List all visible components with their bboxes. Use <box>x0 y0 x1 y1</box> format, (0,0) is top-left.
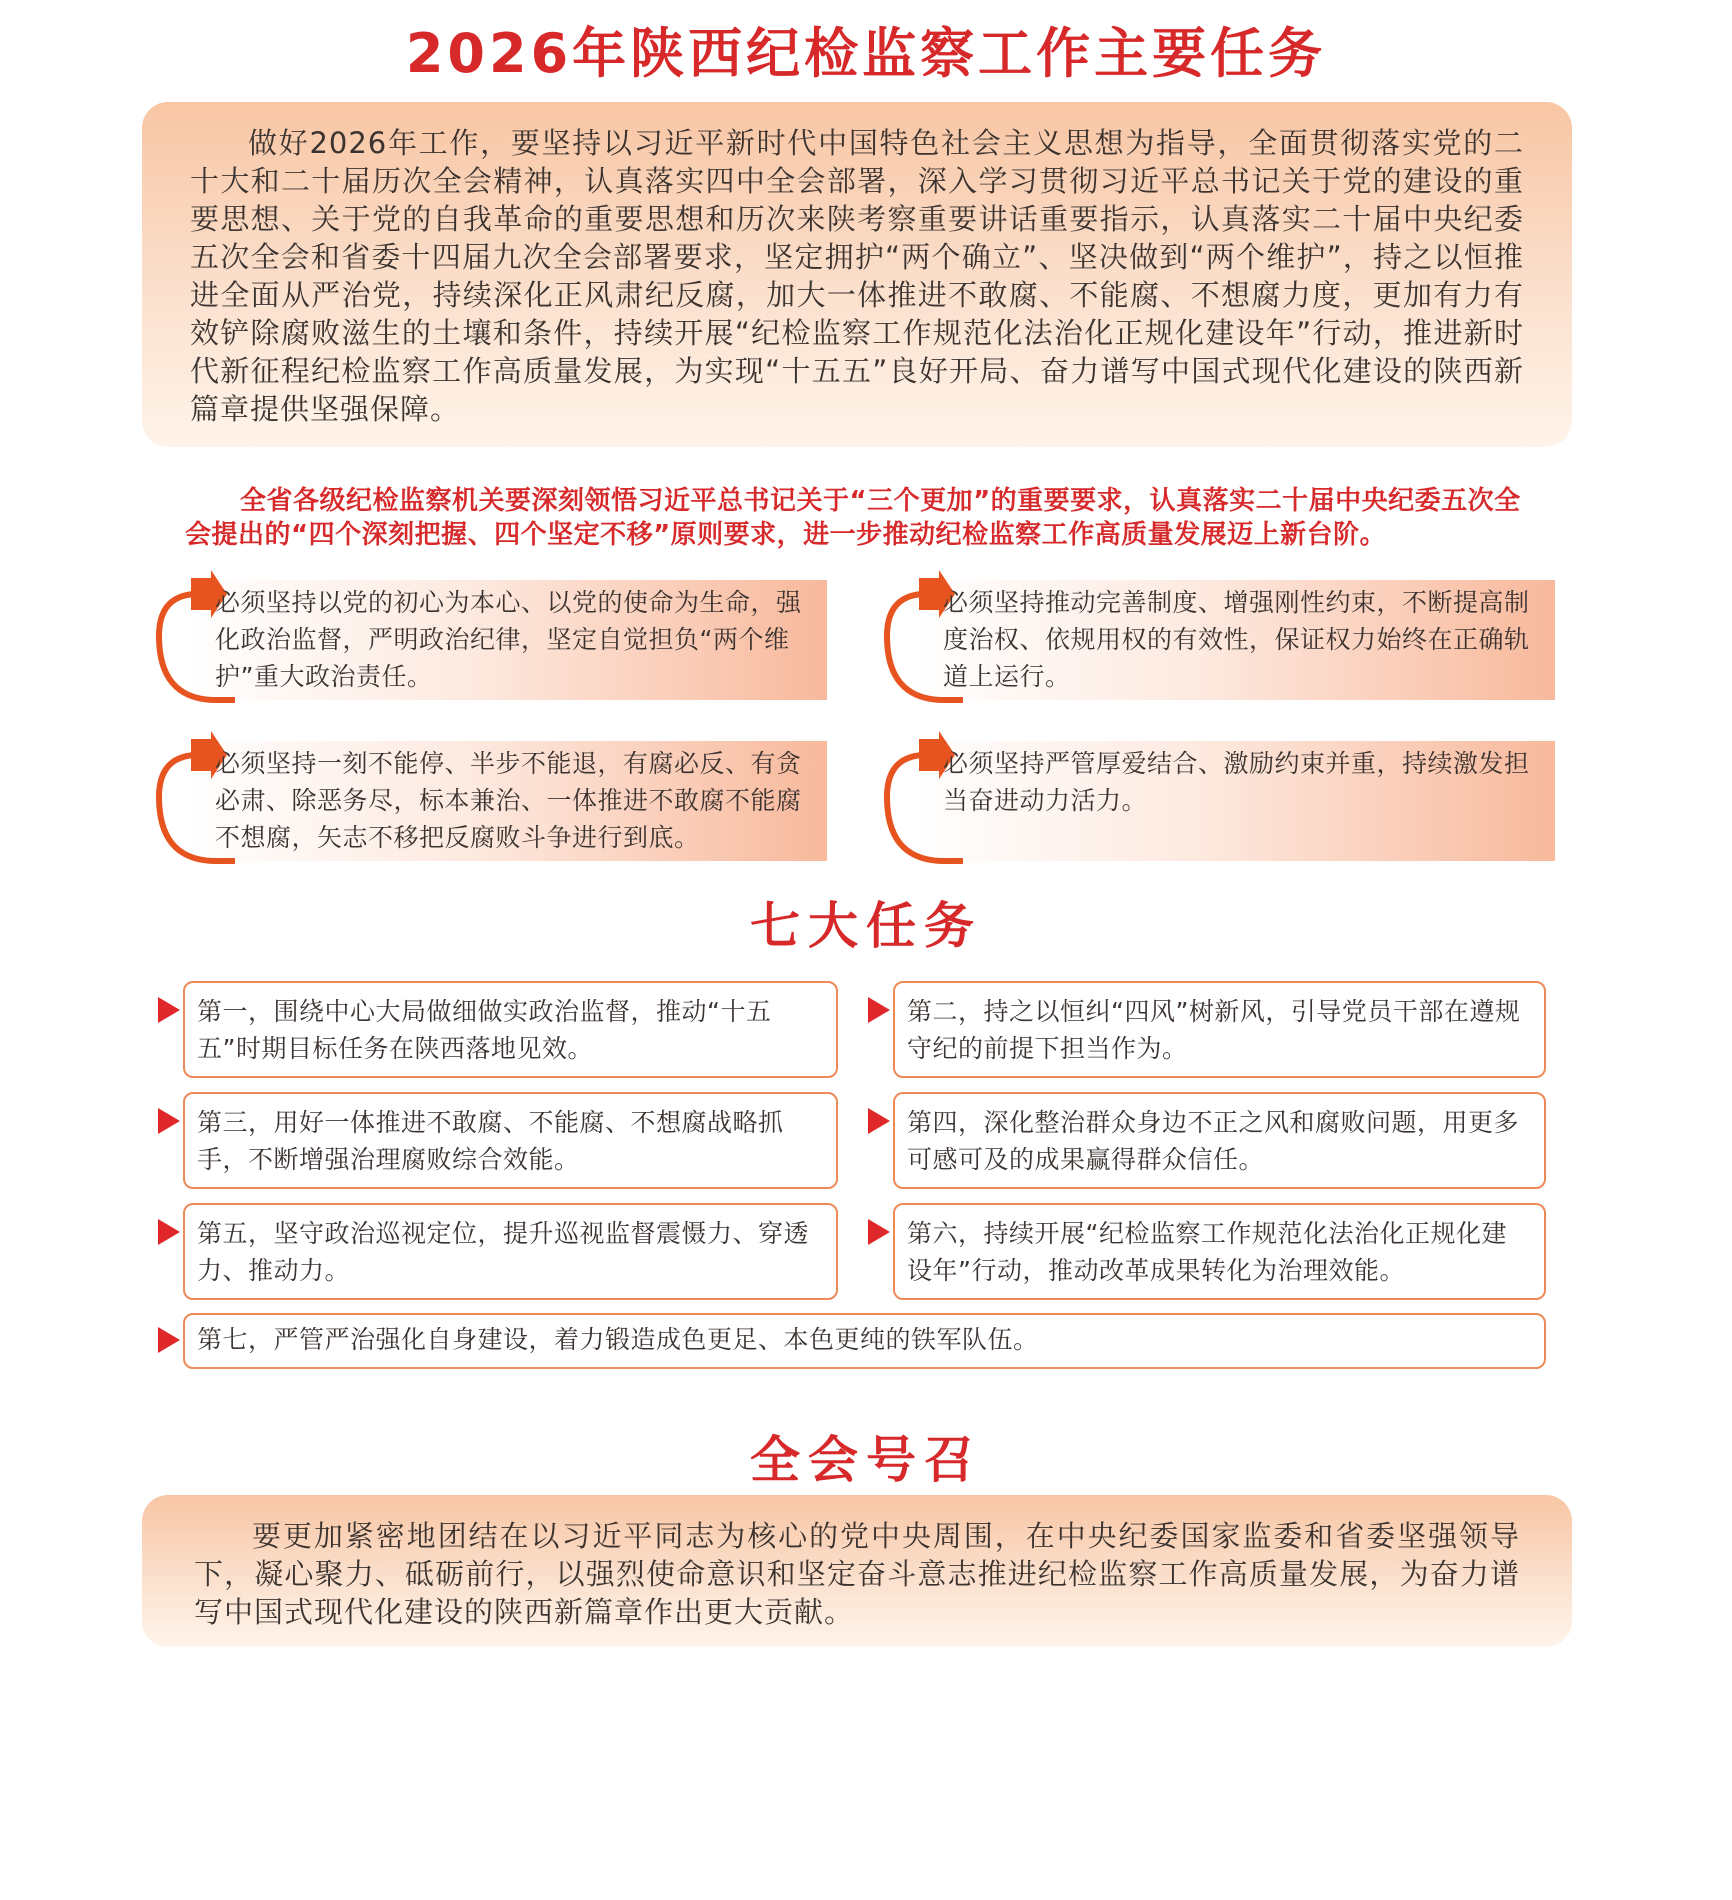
bullet-triangle-icon <box>158 1219 180 1245</box>
principle-card-2 <box>883 570 1555 708</box>
principle-text: 必须坚持推动完善制度、增强刚性约束，不断提高制度治权、依规用权的有效性，保证权力始终在正确轨道上运行。 <box>943 588 1530 691</box>
bullet-triangle-icon <box>868 997 890 1023</box>
principle-text: 必须坚持一刻不能停、半步不能退，有腐必反、有贪必肃、除恶务尽，标本兼治、一体推进不敢腐不能腐不想腐，矢志不移把反腐败斗争进行到底。 <box>215 749 802 852</box>
principle-card-4 <box>883 731 1555 869</box>
task-item-4 <box>893 1092 1546 1189</box>
call-paragraph: 要更加紧密地团结在以习近平同志为核心的党中央周围，在中央纪委国家监委和省委坚强领导下，凝心聚力、砥砺前行，以强烈使命意识和坚定奋斗意志推进纪检监察工作高质量发展，为奋力谱写中国式现代化建设的陕西新篇章作出更大贡献。 <box>194 1519 1520 1629</box>
bullet-triangle-icon <box>158 1327 180 1353</box>
bullet-triangle-icon <box>158 997 180 1023</box>
task-item-1 <box>183 981 838 1078</box>
task-text: 第五，坚守政治巡视定位，提升巡视监督震慑力、穿透力、推动力。 <box>197 1219 810 1285</box>
task-text: 第三，用好一体推进不敢腐、不能腐、不想腐战略抓手，不断增强治理腐败综合效能。 <box>197 1108 784 1174</box>
call-panel <box>142 1495 1572 1647</box>
task-text: 第七，严管严治强化自身建设，着力锻造成色更足、本色更纯的铁军队伍。 <box>197 1325 1039 1354</box>
bullet-triangle-icon <box>868 1219 890 1245</box>
principle-card-3 <box>155 731 827 869</box>
seven-tasks-title: 七大任务 <box>750 897 982 955</box>
principle-text: 必须坚持严管厚爱结合、激励约束并重，持续激发担当奋进动力活力。 <box>943 749 1530 815</box>
principle-card-1 <box>155 570 827 708</box>
bullet-triangle-icon <box>158 1108 180 1134</box>
task-item-7 <box>183 1313 1546 1369</box>
task-text: 第一，围绕中心大局做细做实政治监督，推动“十五五”时期目标任务在陕西落地见效。 <box>197 997 772 1063</box>
intro-paragraph: 做好2026年工作，要坚持以习近平新时代中国特色社会主义思想为指导，全面贯彻落实党的二十大和二十届历次全会精神，认真落实四中全会部署，深入学习贯彻习近平总书记关于党的建设的重要思想、关于党的自我革命的重要思想和历次来陕考察重要讲话重要指示，认真落实二十届中央纪委五次全会和省委十四届九次全会部署要求，坚定拥护“两个确立”、坚决做到“两个维护”，持之以恒推进全面从严治党，持续深化正风肃纪反腐，加大一体推进不敢腐、不能腐、不想腐力度，更加有力有效铲除腐败滋生的土壤和条件，持续开展“纪检监察工作规范化法治化正规化建设年”行动，推进新时代新征程纪检监察工作高质量发展，为实现“十五五”良好开局、奋力谱写中国式现代化建设的陕西新篇章提供坚强保障。 <box>190 126 1524 426</box>
task-item-3 <box>183 1092 838 1189</box>
lead-statement: 全省各级纪检监察机关要深刻领悟习近平总书记关于“三个更加”的重要要求，认真落实二十届中央纪委五次全会提出的“四个深刻把握、四个坚定不移”原则要求，进一步推动纪检监察工作高质量发展迈上新台阶。 <box>185 486 1521 550</box>
task-item-2 <box>893 981 1546 1078</box>
task-item-6 <box>893 1203 1546 1300</box>
page-title: 2026年陕西纪检监察工作主要任务 <box>405 22 1327 85</box>
task-text: 第四，深化整治群众身边不正之风和腐败问题，用更多可感可及的成果赢得群众信任。 <box>907 1108 1520 1174</box>
task-text: 第二，持之以恒纠“四风”树新风，引导党员干部在遵规守纪的前提下担当作为。 <box>907 997 1521 1063</box>
task-item-5 <box>183 1203 838 1300</box>
bullet-triangle-icon <box>868 1108 890 1134</box>
principle-text: 必须坚持以党的初心为本心、以党的使命为生命，强化政治监督，严明政治纪律，坚定自觉担负“两个维护”重大政治责任。 <box>215 588 802 691</box>
task-text: 第六，持续开展“纪检监察工作规范化法治化正规化建设年”行动，推动改革成果转化为治理效能。 <box>907 1219 1507 1285</box>
call-title: 全会号召 <box>750 1431 982 1489</box>
intro-panel <box>142 102 1572 447</box>
